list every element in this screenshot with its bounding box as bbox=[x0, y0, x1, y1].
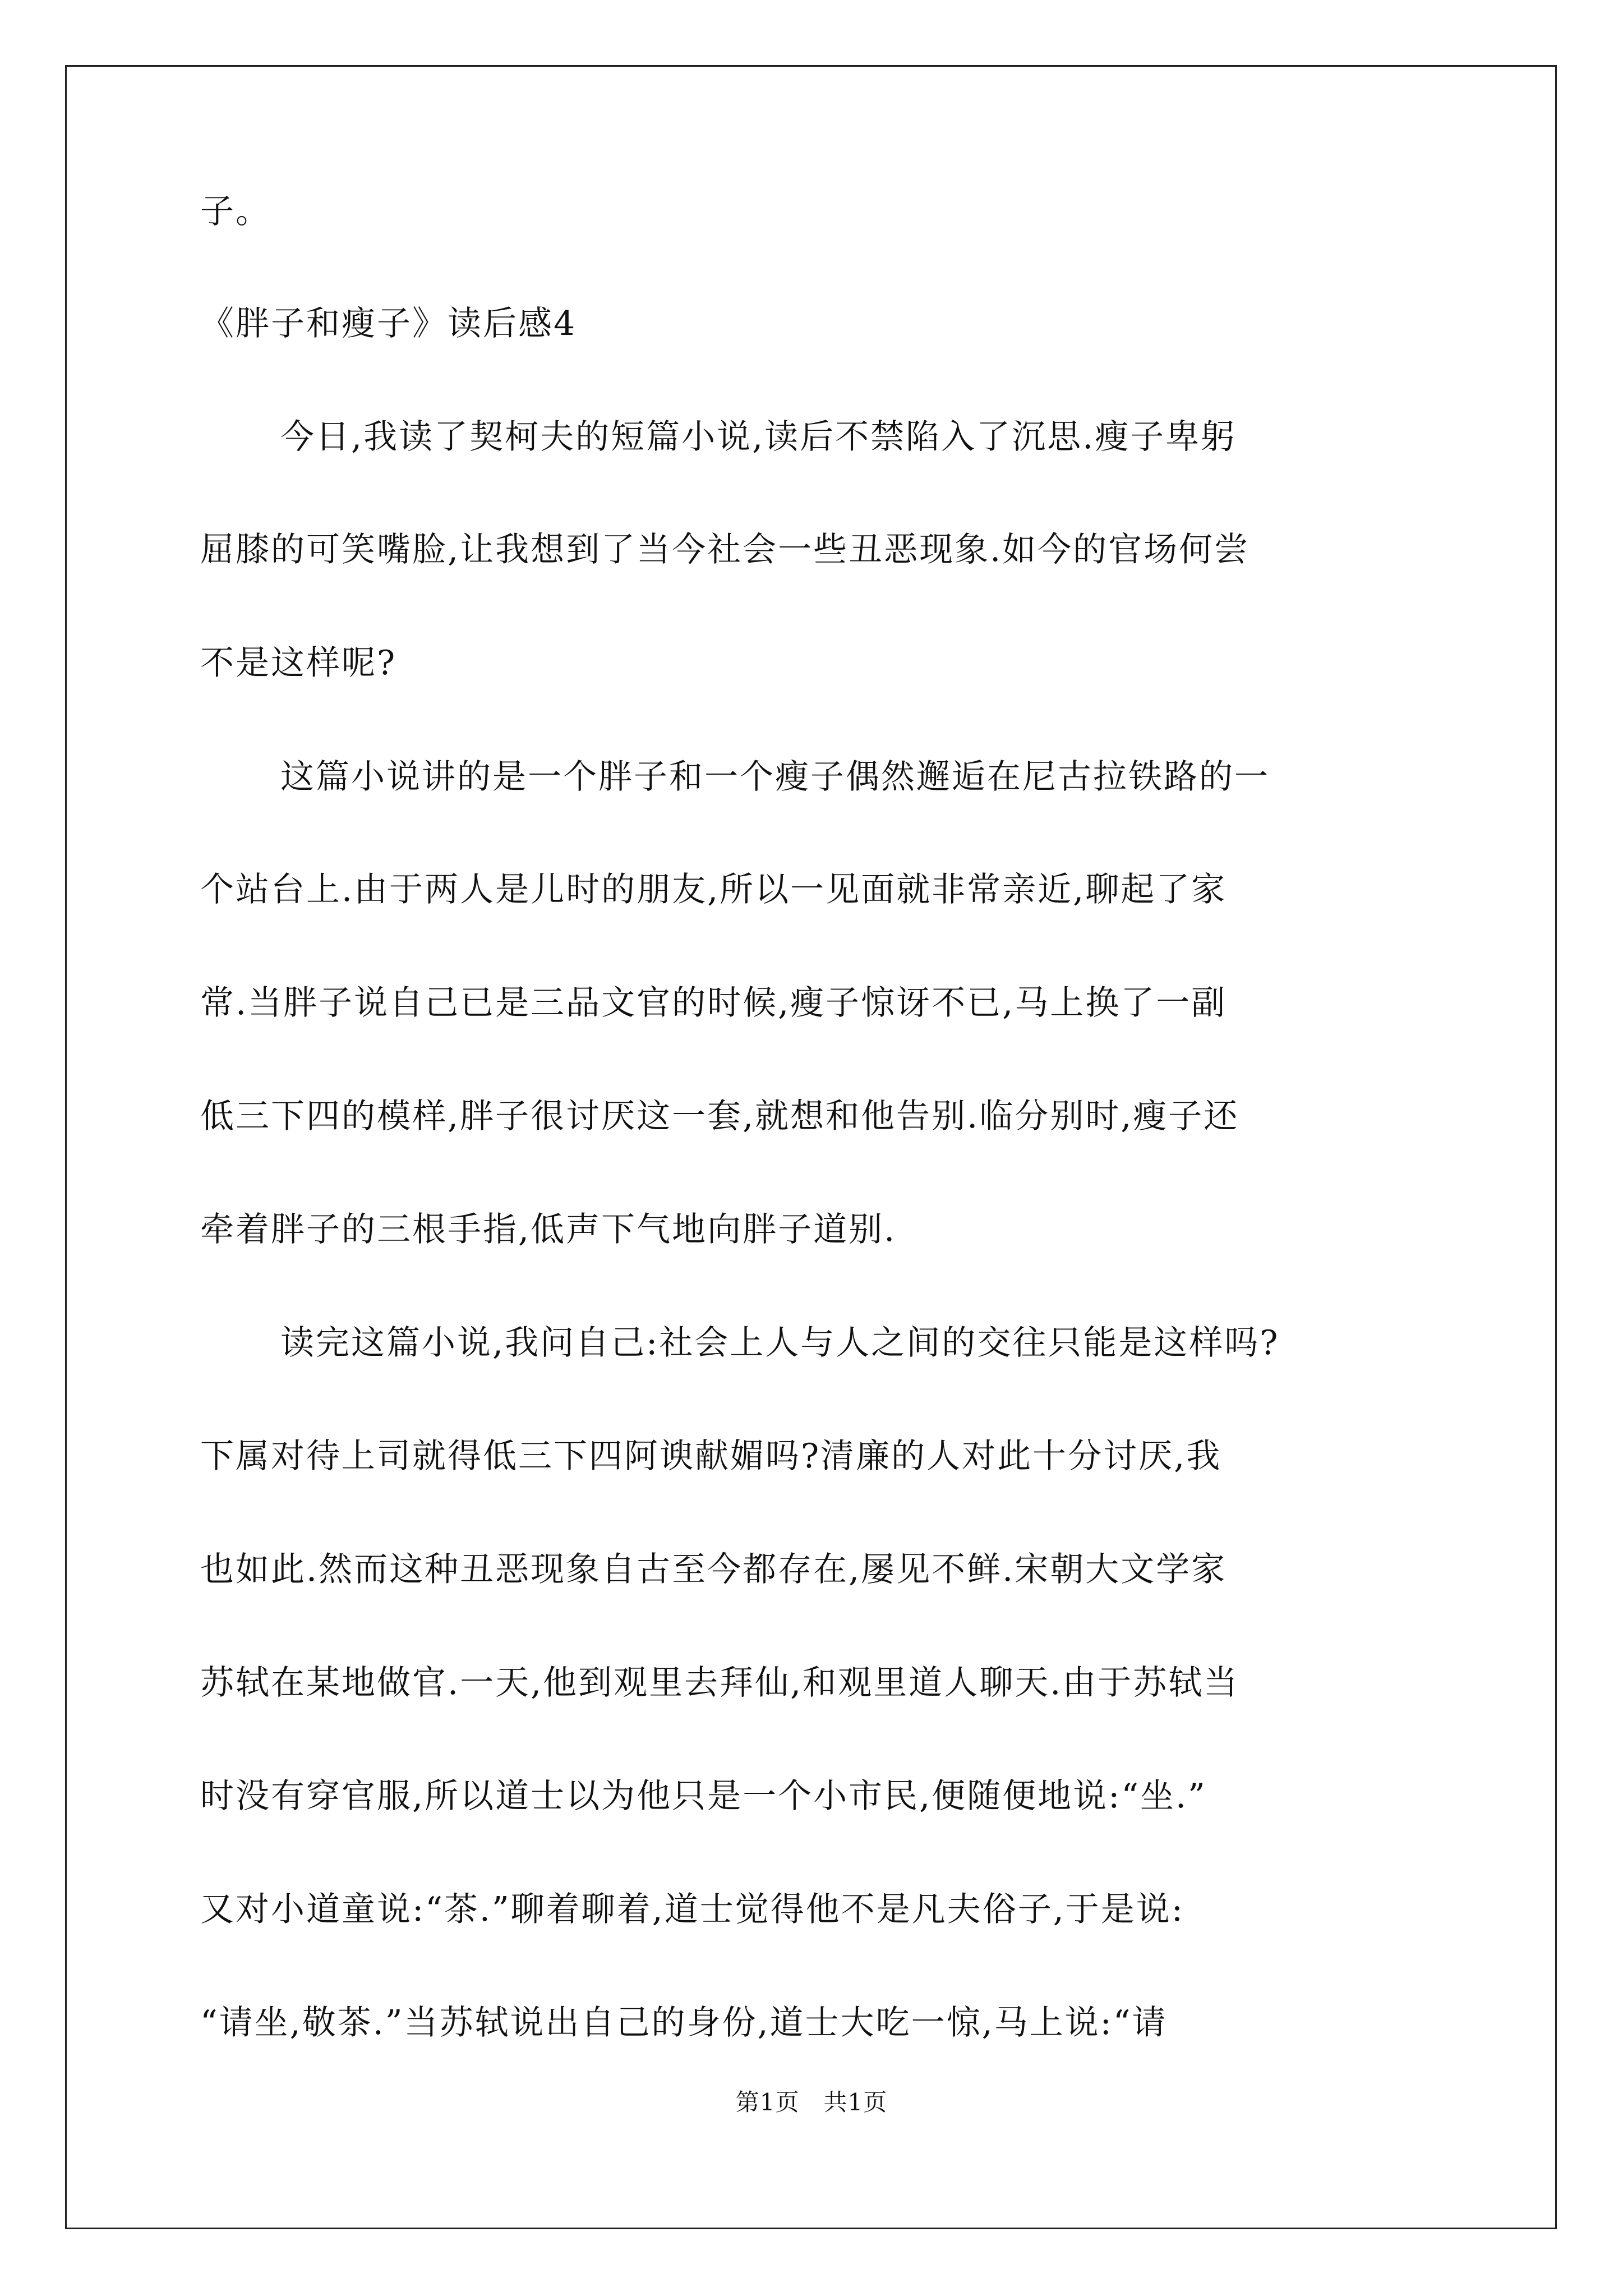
paragraph-1-line-1: 今日,我读了契柯夫的短篇小说,读后不禁陷入了沉思.瘦子卑躬 bbox=[280, 417, 1237, 457]
paragraph-3-line-2: 下属对待上司就得低三下四阿谀献媚吗?清廉的人对此十分讨厌,我 bbox=[200, 1437, 1222, 1476]
paragraph-1-line-2: 屈膝的可笑嘴脸,让我想到了当今社会一些丑恶现象.如今的官场何尝 bbox=[200, 530, 1250, 569]
paragraph-2-line-3: 常.当胖子说自己已是三品文官的时候,瘦子惊讶不已,马上换了一副 bbox=[200, 983, 1227, 1023]
paragraph-3-line-3: 也如此.然而这种丑恶现象自古至今都存在,屡见不鲜.宋朝大文学家 bbox=[200, 1550, 1227, 1589]
paragraph-2-line-5: 牵着胖子的三根手指,低声下气地向胖子道别. bbox=[200, 1210, 897, 1249]
page-number-footer: 第1页 共1页 bbox=[735, 2088, 888, 2116]
paragraph-3-line-7: “请坐,敬茶.”当苏轼说出自己的身份,道士大吃一惊,马上说:“请 bbox=[200, 2003, 1168, 2042]
paragraph-3-line-1: 读完这篇小说,我问自己:社会上人与人之间的交往只能是这样吗? bbox=[280, 1323, 1280, 1363]
paragraph-1-line-3: 不是这样呢? bbox=[200, 643, 397, 683]
paragraph-2-line-1: 这篇小说讲的是一个胖子和一个瘦子偶然邂逅在尼古拉铁路的一 bbox=[280, 757, 1270, 797]
section-heading: 《胖子和瘦子》读后感4 bbox=[200, 304, 577, 343]
text-line-fragment: 子。 bbox=[200, 192, 271, 231]
paragraph-3-line-4: 苏轼在某地做官.一天,他到观里去拜仙,和观里道人聊天.由于苏轼当 bbox=[200, 1663, 1239, 1703]
paragraph-2-line-4: 低三下四的模样,胖子很讨厌这一套,就想和他告别.临分别时,瘦子还 bbox=[200, 1097, 1239, 1136]
paragraph-3-line-5: 时没有穿官服,所以道士以为他只是一个小市民,便随便地说:“坐.” bbox=[200, 1777, 1207, 1816]
paragraph-2-line-2: 个站台上.由于两人是儿时的朋友,所以一见面就非常亲近,聊起了家 bbox=[200, 870, 1227, 909]
paragraph-3-line-6: 又对小道童说:“茶.”聊着聊着,道士觉得他不是凡夫俗子,于是说: bbox=[200, 1890, 1184, 1929]
